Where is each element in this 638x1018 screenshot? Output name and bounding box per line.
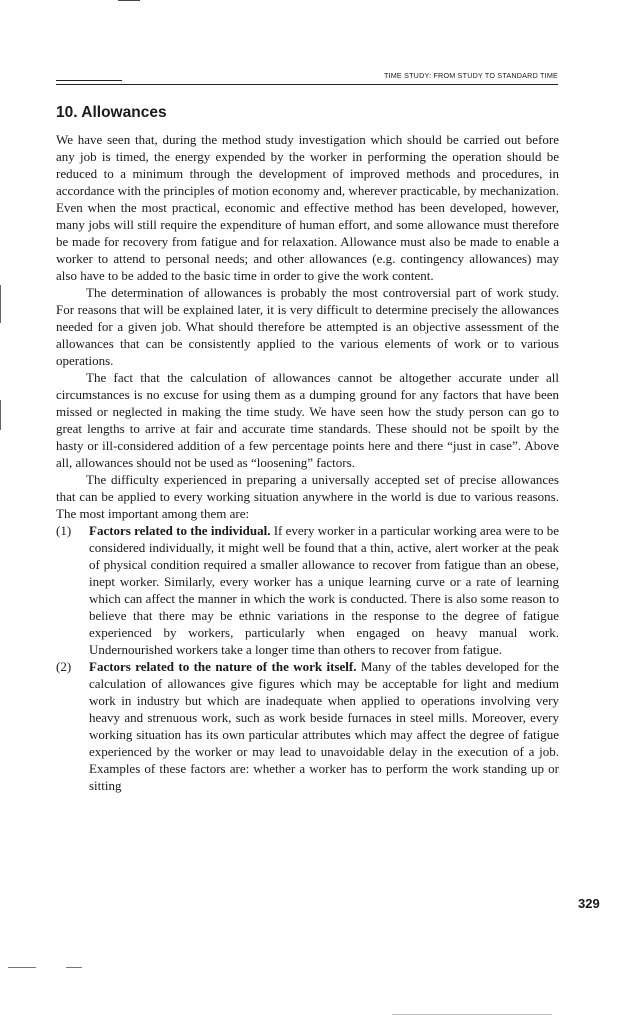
list-lead: Factors related to the individual. (89, 523, 271, 538)
running-header: TIME STUDY: FROM STUDY TO STANDARD TIME (56, 71, 558, 85)
body-text (56, 131, 559, 794)
list-item-1 (56, 522, 559, 658)
paragraph-3: The fact that the calculation of allowances cannot be altogether accurate under all circumstances is no excuse for using them as a dumping ground for any factors that have been missed or neglected in making the time study. We have seen how the study person can go to great lengths to arrive at fair and accurate time standards. These should not be spoilt by the hasty or ill-considered addition of a few percentage points here and there “just in case”. Above all, allowances should not be used as “loosening” factors. (56, 370, 559, 470)
margin-mark (0, 285, 1, 323)
list-number: (2) (56, 659, 72, 674)
list-text (89, 658, 559, 794)
scan-artifact-mark (392, 1014, 552, 1015)
paragraph-1: We have seen that, during the method study investigation which should be carried out before any job is timed, the energy expended by the worker in performing the operation should be reduced to a minimum through the development of improved methods and procedures, in accordance with the principles of motion economy and, wherever practicable, by mechanization. Even when the most practical, economic and effective method has been developed, however, many jobs will still require the expenditure of human effort, and some allowance must therefore be made for recovery from fatigue and for relaxation. Allowance must also be made to enable a worker to attend to personal needs; and other allowances (e.g. contingency allowances) may also have to be added to the basic time in order to give the work content. (56, 132, 559, 283)
paragraph-4: The difficulty experienced in preparing a universally accepted set of precise allowances that can be applied to every working situation anywhere in the world is due to various reasons. The most important among them are: (56, 472, 559, 521)
list-number: (1) (56, 523, 72, 538)
list-item-2 (56, 658, 559, 794)
header-rule-left (56, 80, 122, 81)
scan-artifact-mark (8, 967, 36, 968)
scan-artifact-mark (66, 967, 82, 968)
list-body: If every worker in a particular working area were to be considered individually, it might well be found that a thin, active, alert worker at the peak of physical condition required a smaller allowance to recover from fatigue than an obese, inept worker. Similarly, every worker has a unique learning curve or a rate of learning which can affect the manner in which the work is conducted. There is also some reason to believe that there may be ethnic variations in the response to the degree of fatigue experienced by workers, particularly when engaged on heavy manual work. Undernourished workers take a longer time than others to recover from fatigue. (89, 523, 560, 657)
list-body: Many of the tables developed for the calculation of allowances give figures which may be acceptable for light and medium work in industry but which are inadequate when applied to operations involving very heavy and strenuous work, such as work beside furnaces in steel mills. Moreover, every working situation has its own particular attributes which may affect the degree of fatigue experienced by the worker or may lead to unavoidable delay in the execution of a job. Examples of these factors are: whether a worker has to perform the work standing up or sitting (89, 659, 559, 793)
scan-artifact-rule (118, 0, 140, 1)
margin-mark (0, 400, 1, 430)
section-heading: 10. Allowances (56, 104, 167, 121)
page-number: 329 (578, 896, 600, 911)
paragraph-2: The determination of allowances is probably the most controversial part of work study. For reasons that will be explained later, it is very difficult to determine precisely the allowances needed for a given job. What should therefore be attempted is an objective assessment of the allowances that can be consistently applied to the various elements of work or to various operations. (56, 285, 559, 368)
list-text (89, 522, 559, 658)
list-lead: Factors related to the nature of the work itself. (89, 659, 357, 674)
